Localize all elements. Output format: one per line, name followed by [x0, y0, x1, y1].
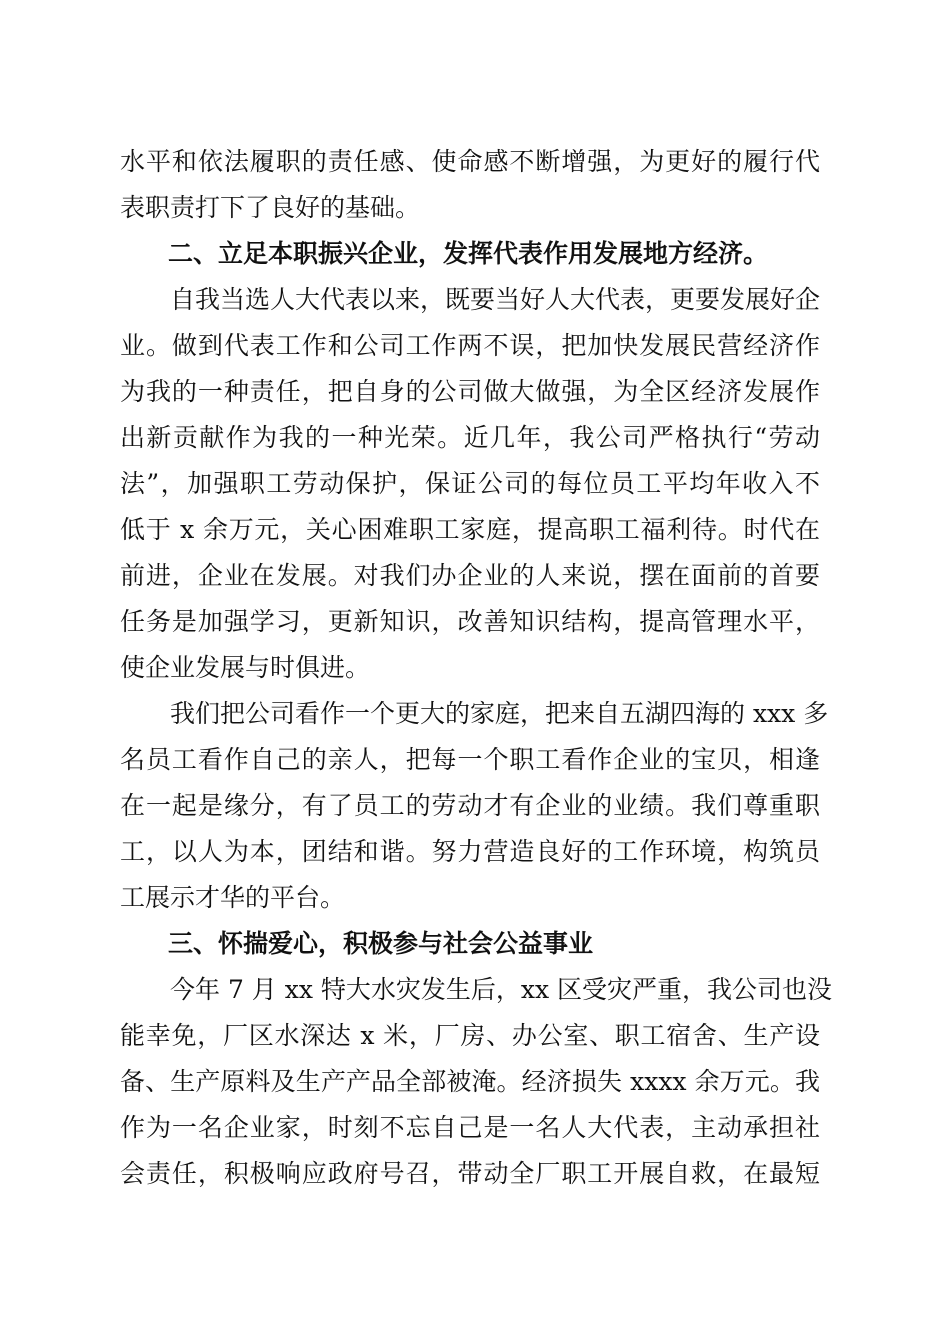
text-line-12: 使企业发展与时俱进。	[120, 653, 371, 682]
text-line-20: 能幸免，厂区水深达 x 米，厂房、办公室、职工宿舍、生产设	[120, 1021, 820, 1050]
text-line-5: 业。做到代表工作和公司工作两不误，把加快发展民营经济作	[120, 331, 820, 360]
text-line-13: 我们把公司看作一个更大的家庭，把来自五湖四海的 xxx 多	[170, 699, 829, 728]
text-line-8: 法”，加强职工劳动保护，保证公司的每位员工平均年收入不	[120, 469, 820, 498]
text-line-21: 备、生产原料及生产产品全部被淹。经济损失 xxxx 余万元。我	[120, 1067, 820, 1096]
text-line-4: 自我当选人大代表以来，既要当好人大代表，更要发展好企	[170, 285, 821, 314]
text-line-15: 在一起是缘分，有了员工的劳动才有企业的业绩。我们尊重职	[120, 791, 820, 820]
text-line-23: 会责任，积极响应政府号召，带动全厂职工开展自救，在最短	[120, 1159, 820, 1188]
text-line-11: 任务是加强学习，更新知识，改善知识结构，提高管理水平，	[120, 607, 820, 636]
text-line-19: 今年 7 月 xx 特大水灾发生后，xx 区受灾严重，我公司也没	[170, 975, 833, 1004]
text-line-9: 低于 x 余万元，关心困难职工家庭，提高职工福利待。时代在	[120, 515, 820, 544]
text-line-14: 名员工看作自己的亲人，把每一个职工看作企业的宝贝，相逢	[120, 745, 820, 774]
text-line-10: 前进，企业在发展。对我们办企业的人来说，摆在面前的首要	[120, 561, 820, 590]
section-heading-3: 三、怀揣爱心，积极参与社会公益事业	[168, 929, 594, 958]
text-line-17: 工展示才华的平台。	[120, 883, 346, 912]
text-line-1: 水平和依法履职的责任感、使命感不断增强，为更好的履行代	[120, 147, 820, 176]
text-line-6: 为我的一种责任，把自身的公司做大做强，为全区经济发展作	[120, 377, 820, 406]
text-line-22: 作为一名企业家，时刻不忘自己是一名人大代表，主动承担社	[120, 1113, 820, 1142]
section-heading-2: 二、立足本职振兴企业，发挥代表作用发展地方经济。	[168, 239, 769, 268]
text-line-16: 工，以人为本，团结和谐。努力营造良好的工作环境，构筑员	[120, 837, 820, 866]
text-line-7: 出新贡献作为我的一种光荣。近几年，我公司严格执行“劳动	[120, 423, 820, 452]
text-line-2: 表职责打下了良好的基础。	[120, 193, 421, 222]
